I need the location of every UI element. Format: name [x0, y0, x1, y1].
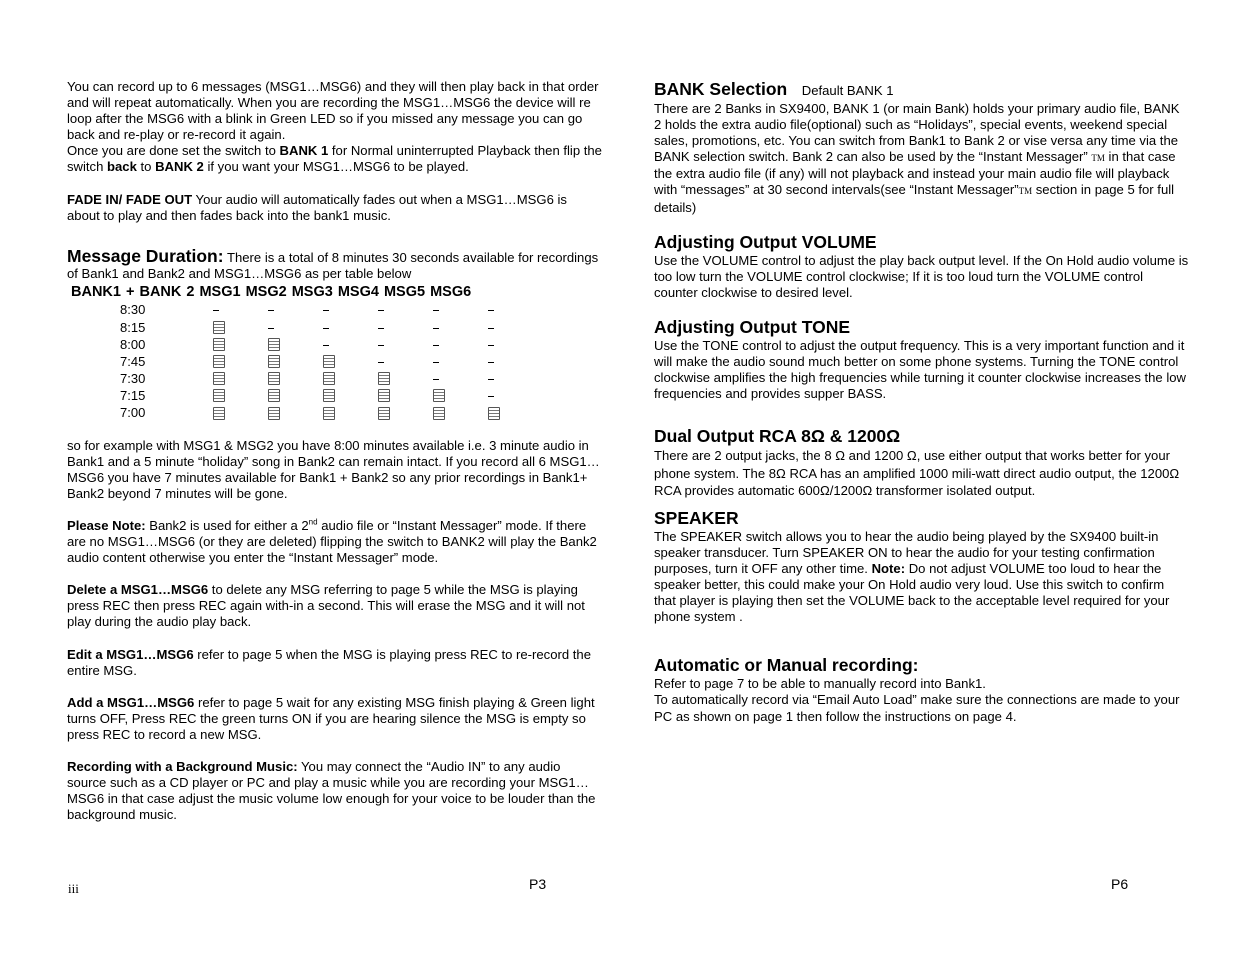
message-available-cell	[378, 387, 433, 404]
message-available-cell	[323, 405, 378, 422]
tone-paragraph: Use the TONE control to adjust the output frequency. This is a very important function and it will make the audio sound much better on some phone systems. Turning the TONE control clockwise amplifies the high frequencies while turning it counter clockwise increases the low frequencies and provides supper BASS.	[654, 337, 1187, 402]
document-icon	[213, 338, 225, 351]
right-page	[654, 79, 1189, 725]
time-cell: 8:00	[120, 336, 146, 352]
message-available-cell	[323, 370, 378, 387]
message-unavailable-cell	[488, 370, 543, 387]
dash-mark	[268, 328, 274, 329]
message-available-cell	[268, 336, 323, 353]
message-unavailable-cell	[378, 353, 433, 370]
message-available-cell	[433, 387, 488, 404]
document-icon	[378, 372, 390, 385]
duration-table	[120, 302, 543, 422]
message-unavailable-cell	[268, 319, 323, 336]
fade-paragraph: FADE IN/ FADE OUT Your audio will automatically fades out when a MSG1…MSG6 is about to play and then fades back into the bank1 music.	[67, 191, 567, 223]
dash-mark	[378, 328, 384, 329]
message-unavailable-cell	[378, 302, 433, 319]
message-unavailable-cell	[433, 353, 488, 370]
table-row	[120, 353, 543, 370]
table-row	[120, 302, 543, 319]
document-icon	[323, 389, 335, 402]
message-available-cell	[323, 353, 378, 370]
document-icon	[433, 407, 445, 420]
message-unavailable-cell	[213, 302, 268, 319]
document-icon	[323, 355, 335, 368]
message-available-cell	[213, 387, 268, 404]
message-unavailable-cell	[268, 302, 323, 319]
message-available-cell	[433, 405, 488, 422]
trademark-mark: TM	[1018, 186, 1033, 197]
message-unavailable-cell	[378, 336, 433, 353]
table-row	[120, 405, 543, 422]
message-unavailable-cell	[323, 336, 378, 353]
message-unavailable-cell	[488, 387, 543, 404]
message-unavailable-cell	[488, 302, 543, 319]
message-unavailable-cell	[433, 336, 488, 353]
table-row	[120, 319, 543, 336]
intro-paragraph: You can record up to 6 messages (MSG1…MSG6) and they will then play back in that order and will repeat automatically. When you are recording the MSG1…MSG6 the device will re loop after the MSG6 with a blink in Green LED so if you missed any message you can go back and re-play or re-record it again.	[67, 79, 599, 143]
delete-paragraph: Delete a MSG1…MSG6 to delete any MSG referring to page 5 while the MSG is playing press REC then press REC again with-in a second. This will erase the MSG and it will not play during the audio play back.	[67, 582, 585, 630]
message-available-cell	[268, 353, 323, 370]
message-available-cell	[268, 370, 323, 387]
message-unavailable-cell	[378, 319, 433, 336]
message-available-cell	[488, 405, 543, 422]
bank-heading: BANK Selection Default BANK 1	[654, 79, 894, 99]
dash-mark	[488, 379, 494, 380]
bank-paragraph: There are 2 Banks in SX9400, BANK 1 (or main Bank) holds your primary audio file, BANK 2 holds the extra audio file(optional) such as “Holidays”, special events, weekend special sales, promotions, etc. You can switch from Bank1 to Bank 2 or vise versa any time via the BANK selection switch. Bank 2 can also be used by the “Instant Messager” TM in that case the extra audio file (if any) will not playback and instead your main audio file will playback with “messages” at 30 second intervals(see “Instant Messager”TM section in page 5 for full details)	[654, 101, 1180, 215]
message-unavailable-cell	[323, 319, 378, 336]
trademark-mark: TM	[1091, 153, 1105, 164]
note-paragraph: Please Note: Bank2 is used for either a 2nd audio file or “Instant Messager” mode. If there are no MSG1…MSG6 (or they are deleted) flipping the switch to BANK2 will play the Bank2 audio content otherwise you enter the “Instant Messager” mode.	[67, 517, 597, 566]
example-paragraph: so for example with MSG1 & MSG2 you have 8:00 minutes available i.e. 3 minute audio in Bank1 and a 5 minute “holiday” song in Bank2 can remain intact. If you record all 6 MSG1…MSG6 you have 7 minutes available for Bank1 + Bank2 so any prior recordings in Bank1+ Bank2 beyond 7 minutes will be gone.	[67, 437, 600, 501]
message-available-cell	[213, 353, 268, 370]
dash-mark	[433, 310, 439, 311]
dash-mark	[488, 362, 494, 363]
message-available-cell	[268, 405, 323, 422]
document-icon	[323, 407, 335, 420]
message-available-cell	[268, 387, 323, 404]
recording-paragraph-1: Refer to page 7 to be able to manually record into Bank1.	[654, 676, 986, 692]
recording-paragraph-2: To automatically record via “Email Auto Load” make sure the connections are made to your PC as shown on page 1 then follow the instructions on page 4.	[654, 692, 1180, 724]
message-available-cell	[323, 387, 378, 404]
message-available-cell	[378, 405, 433, 422]
document-icon	[378, 407, 390, 420]
dash-mark	[433, 328, 439, 329]
message-unavailable-cell	[433, 302, 488, 319]
message-unavailable-cell	[488, 353, 543, 370]
dash-mark	[488, 310, 494, 311]
table-row	[120, 387, 543, 404]
duration-paragraph: Message Duration: There is a total of 8 minutes 30 seconds available for recordings of Bank1 and Bank2 and MSG1…MSG6 as per table below	[67, 245, 599, 281]
time-cell: 7:30	[120, 370, 146, 386]
message-unavailable-cell	[488, 336, 543, 353]
dash-mark	[378, 310, 384, 311]
recording-heading: Automatic or Manual recording:	[654, 655, 919, 676]
document-icon	[433, 389, 445, 402]
document-icon	[213, 355, 225, 368]
dash-mark	[323, 345, 329, 346]
document-icon	[213, 372, 225, 385]
dash-mark	[323, 310, 329, 311]
time-cell: 7:45	[120, 353, 146, 369]
dash-mark	[433, 362, 439, 363]
document-icon	[213, 321, 225, 334]
left-page	[67, 79, 602, 823]
message-available-cell	[213, 336, 268, 353]
document-icon	[268, 407, 280, 420]
message-available-cell	[378, 370, 433, 387]
message-unavailable-cell	[433, 370, 488, 387]
time-cell: 8:30	[120, 302, 146, 318]
dash-mark	[433, 345, 439, 346]
table-row	[120, 336, 543, 353]
volume-heading: Adjusting Output VOLUME	[654, 231, 877, 252]
speaker-heading: SPEAKER	[654, 507, 739, 528]
page-number-left: P3	[529, 876, 547, 892]
speaker-paragraph: The SPEAKER switch allows you to hear the audio being played by the SX9400 built-in speaker transducer. Turn SPEAKER ON to hear the audio for your testing confirmation purposes, turn it OFF any other time. Note: Do not adjust VOLUME too loud to hear the speaker better, this could make your On Hold audio very loud. Use this switch to confirm that player is playing then set the VOLUME back to the acceptable level required for your phone system .	[654, 528, 1170, 625]
document-icon	[378, 389, 390, 402]
document-icon	[268, 372, 280, 385]
message-unavailable-cell	[323, 302, 378, 319]
document-icon	[213, 407, 225, 420]
page-number-right: P6	[1111, 876, 1129, 892]
dash-mark	[323, 328, 329, 329]
rca-heading: Dual Output RCA 8Ω & 1200Ω	[654, 426, 901, 447]
message-available-cell	[213, 405, 268, 422]
rca-paragraph: There are 2 output jacks, the 8 Ω and 1200 Ω, use either output that works better for your phone system. The 8Ω RCA has an amplified 1000 mili-watt direct audio output, the 1200Ω RCA provides automatic 600Ω/1200Ω transformer isolated output.	[654, 448, 1180, 499]
time-cell: 7:15	[120, 387, 146, 403]
document-icon	[213, 389, 225, 402]
document-icon	[268, 338, 280, 351]
dash-mark	[213, 310, 219, 311]
message-unavailable-cell	[488, 319, 543, 336]
edit-paragraph: Edit a MSG1…MSG6 refer to page 5 when the MSG is playing press REC to re-record the entire MSG.	[67, 646, 591, 678]
time-cell: 7:00	[120, 405, 146, 420]
time-cell: 8:15	[120, 319, 146, 335]
message-available-cell	[213, 319, 268, 336]
document-icon	[268, 355, 280, 368]
dash-mark	[488, 328, 494, 329]
document-icon	[488, 407, 500, 420]
dash-mark	[378, 362, 384, 363]
background-music-paragraph: Recording with a Background Music: You may connect the “Audio IN” to any audio source such as a CD player or PC and play a music while you are recording your MSG1…MSG6 in that case adjust the music volume low enough for your voice to be louder than the background music.	[67, 759, 596, 823]
add-paragraph: Add a MSG1…MSG6 refer to page 5 wait for any existing MSG finish playing & Green light turns OFF, Press REC the green turns ON if you are hearing silence the MSG is empty so press REC to record a new MSG.	[67, 694, 595, 742]
dash-mark	[378, 345, 384, 346]
dash-mark	[268, 310, 274, 311]
message-unavailable-cell	[433, 319, 488, 336]
table-row	[120, 370, 543, 387]
table-header: BANK1 + BANK 2 MSG1 MSG2 MSG3 MSG4 MSG5 MSG6	[71, 283, 472, 300]
dash-mark	[488, 345, 494, 346]
tone-heading: Adjusting Output TONE	[654, 316, 851, 337]
document-icon	[323, 372, 335, 385]
dash-mark	[433, 379, 439, 380]
intro-switch-paragraph: Once you are done set the switch to BANK 1 for Normal uninterrupted Playback then flip the switch back to BANK 2 if you want your MSG1…MSG6 to be played.	[67, 143, 602, 175]
roman-page-number: iii	[68, 881, 79, 896]
dash-mark	[488, 396, 494, 397]
document-icon	[268, 389, 280, 402]
volume-paragraph: Use the VOLUME control to adjust the play back output level. If the On Hold audio volume is too low turn the VOLUME control clockwise; If it is too loud turn the VOLUME control counter clockwise to desired level.	[654, 252, 1189, 300]
message-available-cell	[213, 370, 268, 387]
